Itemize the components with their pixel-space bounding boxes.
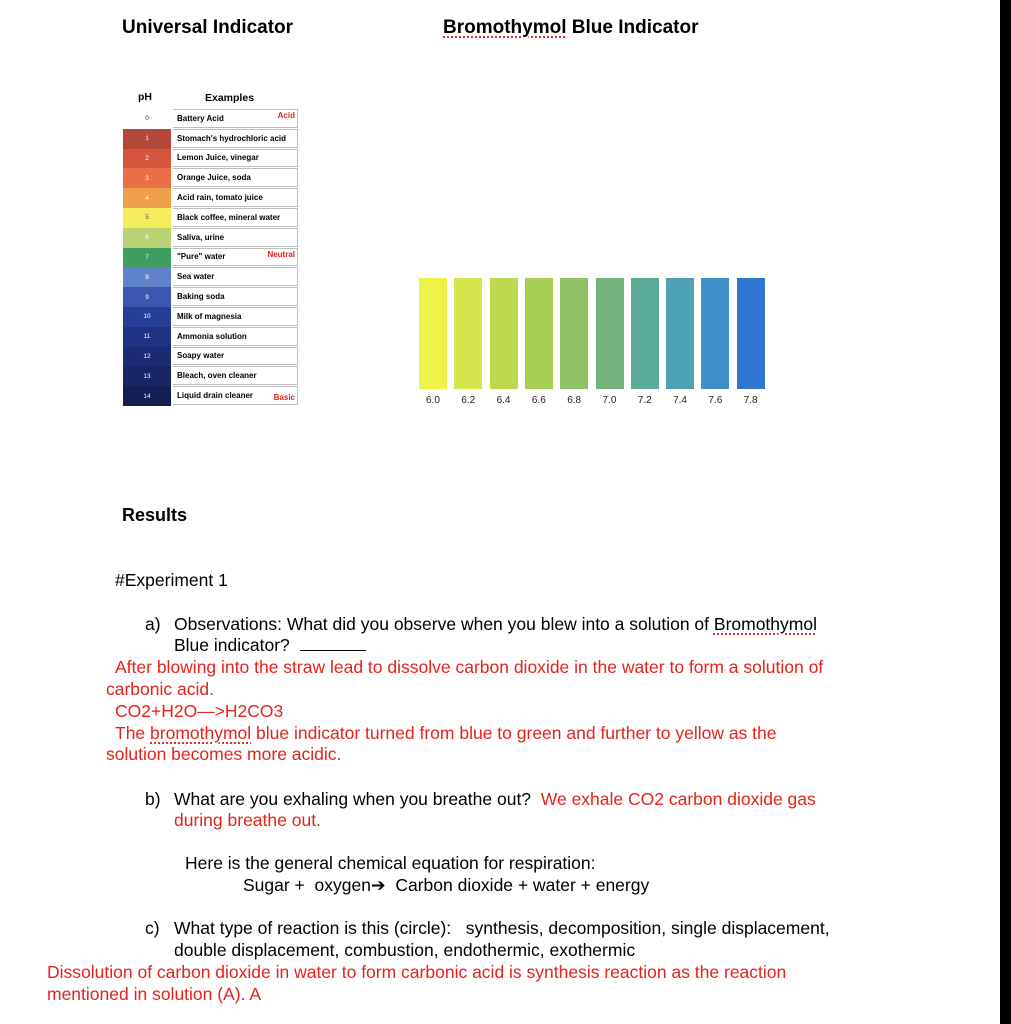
answer-a-line1: After blowing into the straw lead to dissolve carbon dioxide in the water to form a solution of [115, 657, 824, 677]
bromothymol-ph-label: 7.4 [673, 395, 687, 406]
answer-a-line4: solution becomes more acidic. [106, 744, 342, 764]
bromothymol-color-bar [419, 278, 447, 389]
ph-row [123, 307, 299, 327]
ph-table-rows [123, 109, 299, 406]
right-edge-bar [1000, 0, 1011, 1024]
misspelled-word[interactable]: bromothymol [150, 723, 252, 743]
ph-row [123, 366, 299, 386]
ph-row [123, 347, 299, 367]
bromothymol-color-bar [560, 278, 588, 389]
ph-row [123, 386, 299, 406]
ph-column-header: pH [138, 91, 152, 103]
ph-example-text: Black coffee, mineral water [177, 212, 281, 222]
ph-example-text: Battery Acid [177, 113, 224, 123]
ph-row [123, 287, 299, 307]
ph-example-cell [173, 208, 298, 227]
answer-a-equation: CO2+H2O—>H2CO3 [115, 701, 284, 721]
item-a-question-line1 [174, 614, 817, 635]
ph-example-text: "Pure" water [177, 252, 226, 262]
universal-indicator-heading: Universal Indicator [122, 17, 294, 38]
ph-row [123, 168, 299, 188]
bromothymol-color-bar [490, 278, 518, 389]
question-a-text: Observations: What did you observe when you blew into a solution of [174, 614, 714, 634]
ph-color-swatch: 12 [123, 347, 171, 367]
ph-example-text: Lemon Juice, vinegar [177, 153, 259, 163]
ph-color-swatch: 9 [123, 287, 171, 307]
ph-color-swatch: 14 [123, 386, 171, 406]
results-heading: Results [122, 505, 188, 525]
ph-example-text: Bleach, oven cleaner [177, 371, 257, 381]
ph-row [123, 129, 299, 149]
ph-row [123, 208, 299, 228]
ph-row [123, 228, 299, 248]
answer-a-line2: carbonic acid. [106, 679, 214, 699]
ph-color-swatch: 11 [123, 327, 171, 347]
ph-example-cell [173, 188, 298, 207]
ph-color-swatch: 2 [123, 149, 171, 169]
bromothymol-ph-label: 6.6 [531, 395, 546, 406]
item-c-label: c) [145, 918, 160, 938]
ph-example-text: Soapy water [177, 351, 225, 361]
ph-category-tag: Basic [273, 393, 295, 403]
item-b-line1 [174, 789, 816, 810]
ph-color-swatch: 5 [123, 208, 171, 228]
answer-a-line3 [115, 723, 777, 744]
question-c-line1: What type of reaction is this (circle): synthesis, decomposition, single displacement, [174, 918, 830, 938]
ph-row [123, 188, 299, 208]
misspelled-word[interactable]: Bromothymol [713, 614, 817, 634]
ph-example-text: Ammonia solution [177, 331, 247, 341]
bromothymol-heading [443, 17, 698, 39]
answer-b-line1: We exhale CO2 carbon dioxide gas [540, 789, 816, 809]
question-c-line2: double displacement, combustion, endothermic, exothermic [174, 940, 636, 960]
ph-row [123, 149, 299, 169]
ph-color-swatch: 10 [123, 307, 171, 327]
heading-rest: Blue Indicator [566, 17, 699, 38]
ph-row [123, 267, 299, 287]
ph-color-swatch: 1 [123, 129, 171, 149]
bromothymol-ph-label: 7.6 [708, 395, 723, 406]
ph-example-cell [173, 386, 298, 405]
answer-c-line1: Dissolution of carbon dioxide in water to form carbonic acid is synthesis reaction as the reaction [47, 962, 787, 982]
bromothymol-ph-label: 6.0 [426, 395, 440, 406]
ph-table-header [123, 89, 299, 109]
question-a-text-2: Blue indicator? [174, 635, 290, 655]
bromothymol-ph-label: 7.8 [743, 395, 758, 406]
ph-example-text: Orange Juice, soda [177, 173, 251, 183]
answer-a-line3-post: blue indicator turned from blue to green and further to yellow as the [251, 723, 777, 743]
ph-category-tag: Neutral [267, 249, 295, 259]
bromothymol-ph-label: 6.4 [496, 395, 511, 406]
item-a-label: a) [145, 614, 161, 634]
bromothymol-ph-label: 6.8 [567, 395, 582, 406]
ph-example-cell [173, 168, 298, 187]
ph-example-cell [173, 287, 298, 306]
ph-example-text: Saliva, urine [177, 232, 225, 242]
bromothymol-color-bar [631, 278, 659, 389]
ph-scale-table [123, 89, 299, 406]
ph-row [123, 327, 299, 347]
ph-example-text: Liquid drain cleaner [177, 391, 254, 401]
bromothymol-ph-label: 6.2 [461, 395, 476, 406]
ph-example-cell [173, 248, 298, 267]
answer-c-line2: mentioned in solution (A). A [47, 984, 262, 1004]
ph-color-swatch: 3 [123, 168, 171, 188]
bromothymol-ph-label: 7.0 [602, 395, 617, 406]
bromothymol-color-bar [666, 278, 694, 389]
experiment-title: #Experiment 1 [115, 570, 228, 590]
ph-example-cell [173, 307, 298, 326]
ph-color-swatch: 6 [123, 228, 171, 248]
answer-b-line2: during breathe out. [174, 810, 321, 830]
ph-example-cell [173, 327, 298, 346]
ph-category-tag: Acid [277, 111, 295, 120]
bromothymol-ph-label: 7.2 [637, 395, 652, 406]
ph-color-swatch: 7 [123, 248, 171, 268]
ph-example-text: Stomach's hydrochloric acid [177, 133, 287, 143]
examples-column-header: Examples [205, 92, 255, 104]
bromothymol-color-bar [596, 278, 624, 389]
bromothymol-color-bar [701, 278, 729, 389]
ph-example-cell [173, 267, 298, 286]
item-a-question-line2 [174, 635, 366, 656]
answer-a-line3-pre: The [115, 723, 151, 743]
respiration-equation: Sugar + oxygen➔ Carbon dioxide + water + energy [243, 875, 650, 895]
ph-color-swatch: 8 [123, 267, 171, 287]
bromothymol-color-bar [737, 278, 765, 389]
bromothymol-color-bar [454, 278, 482, 389]
ph-example-cell [173, 366, 298, 385]
ph-row [123, 109, 299, 129]
answer-blank [300, 636, 366, 651]
ph-color-swatch: 0 [123, 109, 171, 129]
bromothymol-color-bar [525, 278, 553, 389]
ph-example-text: Acid rain, tomato juice [177, 193, 263, 203]
ph-example-cell [173, 228, 298, 247]
ph-example-cell [173, 129, 298, 148]
question-b-text: What are you exhaling when you breathe out? [174, 789, 532, 809]
ph-row [123, 248, 299, 268]
ph-example-text: Milk of magnesia [177, 311, 242, 321]
ph-example-text: Sea water [177, 272, 215, 282]
ph-example-cell [173, 347, 298, 366]
item-b-label: b) [145, 789, 161, 809]
ph-example-text: Baking soda [177, 292, 225, 302]
ph-example-cell [173, 149, 298, 168]
ph-color-swatch: 4 [123, 188, 171, 208]
misspelled-word[interactable]: Bromothymol [443, 17, 567, 38]
ph-example-cell [173, 109, 298, 128]
ph-color-swatch: 13 [123, 366, 171, 386]
respiration-intro: Here is the general chemical equation for respiration: [185, 853, 596, 873]
